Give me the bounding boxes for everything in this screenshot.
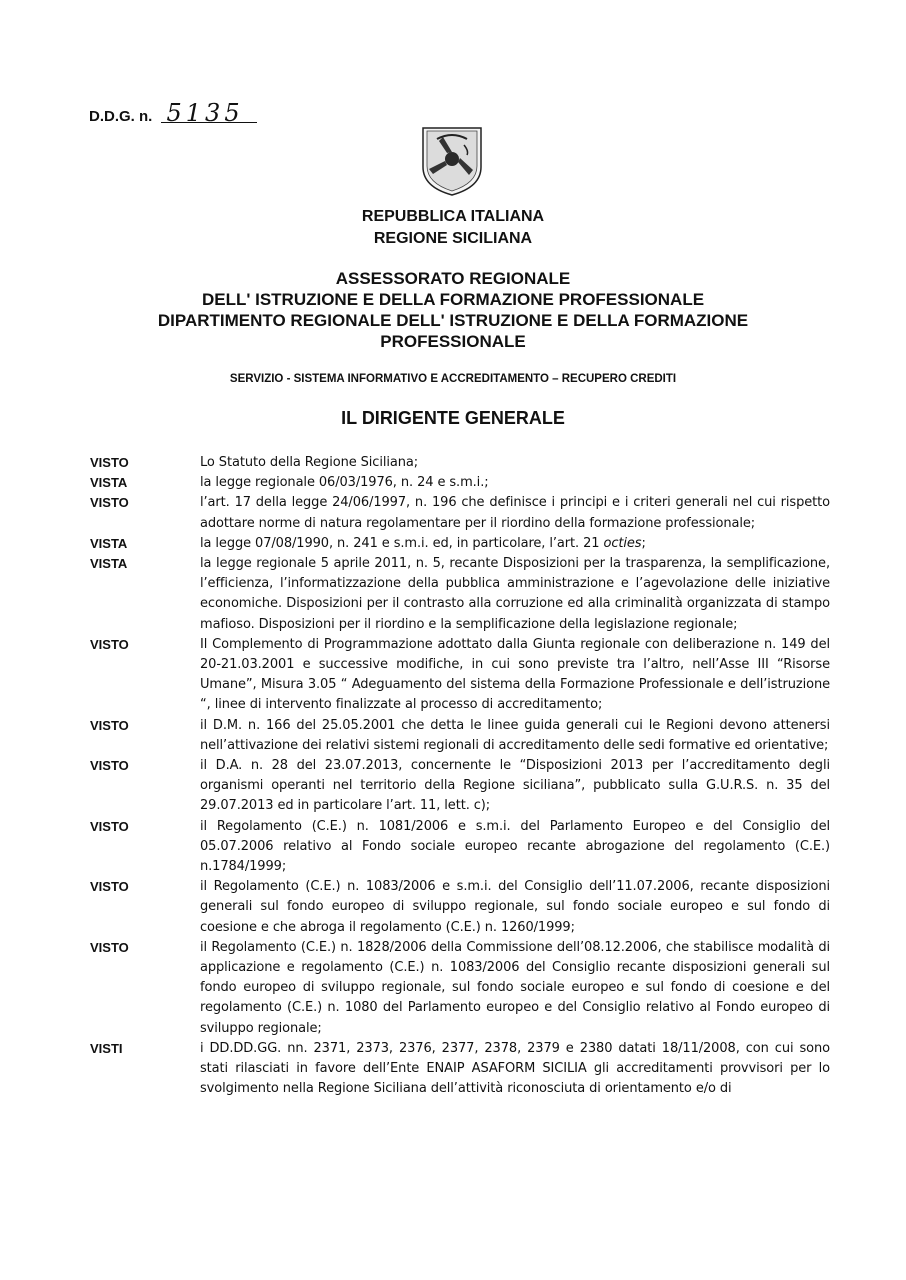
recital-entry (90, 877, 830, 938)
heading-assessorato-2: DELL' ISTRUZIONE E DELLA FORMAZIONE PROFESSIONALE (201, 290, 705, 309)
recital-label: VISTO (90, 495, 129, 511)
heading-republic: REPUBBLICA ITALIANA (361, 208, 545, 225)
recital-text: il D.A. n. 28 del 23.07.2013, concernente le “Disposizioni 2013 per l’accreditamento degli organismi operanti nel territorio della Regione siciliana”, pubblicato sulla G.U.R.S. n. 35 del 29.07.2013 ed in particolare l’art. 11, lett. c); (200, 758, 830, 814)
recital-label: VISTO (90, 818, 129, 834)
service-heading: SERVIZIO - SISTEMA INFORMATIVO E ACCREDITAMENTO – RECUPERO CREDITI (229, 373, 677, 385)
recital-text: la legge regionale 06/03/1976, n. 24 e s.m.i.; (200, 475, 489, 491)
recital-text: il Regolamento (C.E.) n. 1828/2006 della Commissione dell’08.12.2006, che stabilisce modalità di applicazione e regolamento (C.E.) n. 1083/2006 del Consiglio recante disposizioni generali sul fondo europeo di sviluppo regionale, sul fondo sociale europeo e sul fondo di coesione e del regolamento (C.E.) n. 1080 del Parlamento europeo e del Consiglio relativo al Fondo europeo di sviluppo regionale; (200, 939, 830, 1036)
heading-region: REGIONE SICILIANA (373, 230, 533, 247)
recital-label: VISTO (90, 758, 129, 774)
republic-heading (0, 206, 906, 250)
recitals-list (90, 453, 830, 1100)
recital-label: VISTI (90, 1040, 123, 1056)
recital-entry (90, 716, 830, 756)
recital-text: la legge regionale 5 aprile 2011, n. 5, recante Disposizioni per la trasparenza, la semplificazione, l’efficienza, l’informatizzazione della pubblica amministrazione e l’agevolazione delle iniziative economiche. Disposizioni per il contrasto alla corruzione ed alla criminalità organizzata di stampo mafioso. Disposizioni per il riordino e la semplificazione della legislazione regionale; (200, 556, 830, 632)
decree-label: D.D.G. n. (89, 108, 153, 125)
recital-text: Lo Statuto della Regione Siciliana; (200, 455, 419, 470)
recital-text: Il Complemento di Programmazione adottato dalla Giunta regionale con deliberazione n. 149 del 20-21.03.2001 e successive modifiche, in cui sono previste tra l’altro, nell’Asse III “Risorse Umane”, Misura 3.05 “ Adeguamento del sistema della Formazione Professionale e dell’istruzione “, linee di intervento finalizzate al processo di accreditamento; (200, 636, 830, 713)
recital-label: VISTA (90, 475, 128, 491)
heading-assessorato-3: DIPARTIMENTO REGIONALE DELL' ISTRUZIONE E DELLA FORMAZIONE (157, 311, 749, 330)
recital-entry (90, 756, 830, 817)
decree-number-handwritten: 5135 (161, 104, 257, 123)
sicily-region-emblem-icon (417, 125, 487, 197)
recital-text (200, 534, 830, 554)
recital-entry (90, 817, 830, 878)
recital-entry (90, 1039, 830, 1100)
recital-label: VISTO (90, 636, 129, 652)
recital-text-main: la legge 07/08/1990, n. 241 e s.m.i. ed, in particolare, l’art. 21 (200, 535, 600, 551)
director-heading: IL DIRIGENTE GENERALE (341, 408, 565, 428)
recital-entry (90, 635, 830, 716)
recital-text: il Regolamento (C.E.) n. 1081/2006 e s.m.i. del Parlamento Europeo e del Consiglio del 05.07.2006 relativo al Fondo sociale europeo recante abrogazione del regolamento (C.E.) n.1784/1999; (200, 818, 830, 875)
recital-text-end: ; (641, 535, 646, 551)
decree-number-line (89, 99, 257, 127)
recital-label: VISTA (90, 556, 128, 572)
recital-entry (90, 493, 830, 533)
recital-entry (90, 473, 830, 493)
assessorato-heading (0, 268, 906, 352)
recital-entry (90, 453, 830, 473)
heading-assessorato-4: PROFESSIONALE (380, 332, 526, 351)
recital-entry (90, 534, 830, 554)
recital-text: il D.M. n. 166 del 25.05.2001 che detta le linee guida generali cui le Regioni devono attenersi nell’attivazione dei relativi sistemi regionali di accreditamento delle sedi formative ed orientative; (200, 717, 830, 753)
recital-text: i DD.DD.GG. nn. 2371, 2373, 2376, 2377, 2378, 2379 e 2380 datati 18/11/2008, con cui sono stati rilasciati in favore dell’Ente ENAIP ASAFORM SICILIA gli accreditamenti provvisori per lo svolgimento nella Regione Siciliana dell’attività riconosciuta di orientamento e/o di (200, 1040, 830, 1097)
recital-label: VISTO (90, 939, 129, 955)
recital-text: l’art. 17 della legge 24/06/1997, n. 196 che definisce i principi e i criteri generali nel cui rispetto adottare norme di natura regolamentare per il riordino della formazione professionale; (200, 495, 830, 531)
recital-label: VISTO (90, 879, 129, 895)
heading-assessorato-1: ASSESSORATO REGIONALE (335, 269, 571, 288)
recital-entry (90, 554, 830, 635)
recital-label: VISTO (90, 455, 129, 470)
recital-label: VISTO (90, 717, 129, 733)
recital-label: VISTA (90, 535, 128, 551)
recital-text-italic: octies (603, 535, 642, 551)
recital-entry (90, 938, 830, 1039)
recital-text: il Regolamento (C.E.) n. 1083/2006 e s.m.i. del Consiglio dell’11.07.2006, recante disposizioni generali sul fondo europeo di sviluppo regionale, sul fondo sociale europeo e sul fondo di coesione e che abroga il regolamento (C.E.) n. 1260/1999; (200, 879, 830, 935)
